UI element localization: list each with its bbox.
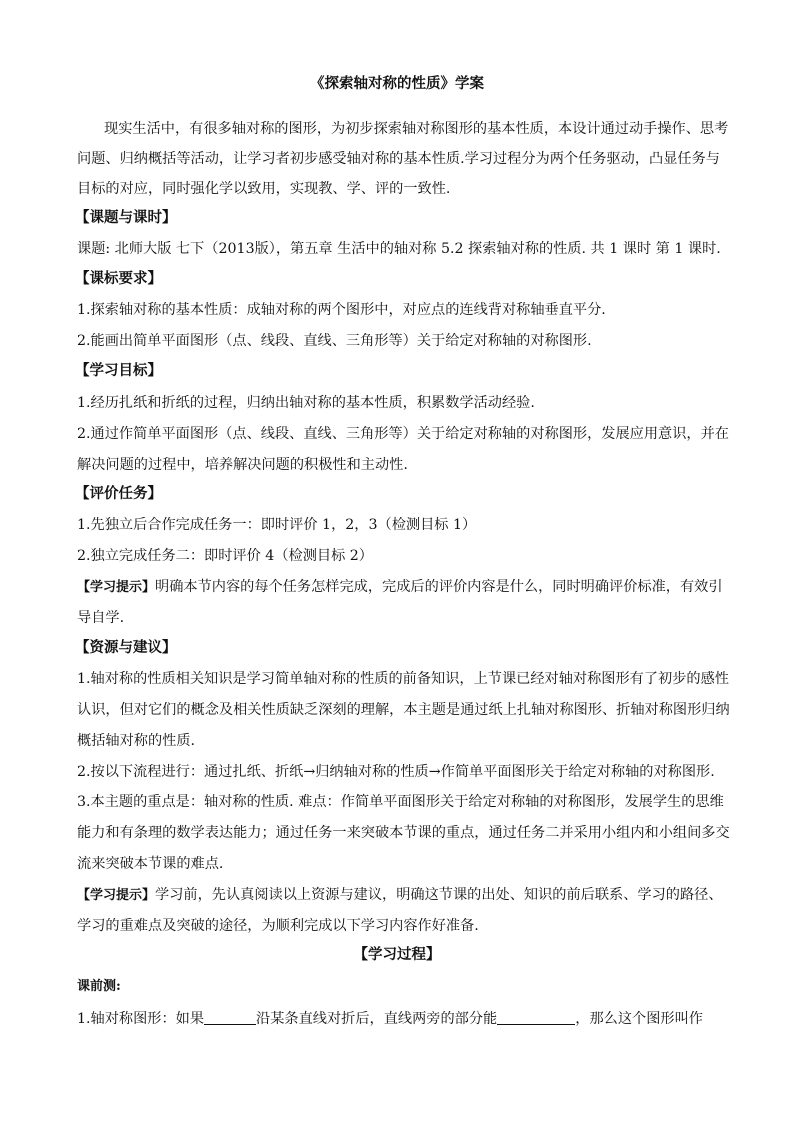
objectives-line-3: 解决问题的过程中，培养解决问题的积极性和主动性. <box>77 457 408 473</box>
resources-line-7: 流来突破本节课的难点. <box>77 856 224 872</box>
resources-line-6: 能力和有条理的数学表达能力；通过任务一来突破本节课的重点，通过任务二并采用小组内和小组间多交 <box>77 825 730 841</box>
objectives-line-2: 2.通过作简单平面图形（点、线段、直线、三角形等）关于给定对称轴的对称图形，发展应用意识，并在 <box>77 426 729 442</box>
learning-tip-label: 【学习提示】 <box>77 580 156 595</box>
question-1-part-1: 1.轴对称图形：如果 <box>77 1011 205 1027</box>
learning-tip-label: 【学习提示】 <box>77 888 156 903</box>
resources-tip-line-2: 学习的重难点及突破的途径，为顺利完成以下学习内容作好准备. <box>77 918 479 934</box>
standards-line-1: 1.探索轴对称的基本性质：成轴对称的两个图形中，对应点的连线背对称轴垂直平分. <box>77 302 606 318</box>
resources-line-2: 认识，但对它们的概念及相关性质缺乏深刻的理解，本主题是通过纸上扎轴对称图形、折轴对称图形归纳 <box>77 702 730 718</box>
assessment-tip-text: 明确本节内容的每个任务怎样完成，完成后的评价内容是什么，同时明确评价标准，有效引 <box>155 579 723 595</box>
standards-line-2: 2.能画出简单平面图形（点、线段、直线、三角形等）关于给定对称轴的对称图形. <box>77 333 592 349</box>
assessment-tip-line-1 <box>77 578 723 597</box>
answer-blank-1[interactable] <box>204 1010 256 1025</box>
resources-line-3: 概括轴对称的性质. <box>77 733 196 749</box>
section-heading-assessment: 【评价任务】 <box>75 485 162 502</box>
intro-line-2: 问题、归纳概括等活动，让学习者初步感受轴对称的基本性质.学习过程分为两个任务驱动，凸显任务与 <box>77 151 720 167</box>
pretest-label: 课前测: <box>77 979 121 994</box>
resources-line-5: 3.本主题的重点是：轴对称的性质. 难点：作简单平面图形关于给定对称轴的对称图形，发展学生的思维 <box>77 794 724 810</box>
assessment-line-1: 1.先独立后合作完成任务一：即时评价 1，2，3（检测目标 1） <box>77 517 477 533</box>
question-1 <box>77 1010 703 1028</box>
assessment-line-2: 2.独立完成任务二：即时评价 4（检测目标 2） <box>77 548 373 564</box>
resources-line-4: 2.按以下流程进行：通过扎纸、折纸→归纳轴对称的性质→作简单平面图形关于给定对称轴的对称图形. <box>77 764 715 780</box>
intro-line-3: 目标的对应，同时强化学以致用，实现教、学、评的一致性. <box>77 181 451 197</box>
assessment-tip-line-2: 导自学. <box>77 610 125 626</box>
section-heading-resources: 【资源与建议】 <box>75 639 177 656</box>
question-1-part-2: 沿某条直线对折后，直线两旁的部分能 <box>256 1011 498 1027</box>
resources-line-1: 1.轴对称的性质相关知识是学习简单轴对称的性质的前备知识，上节课已经对轴对称图形有了初步的感性 <box>77 671 729 687</box>
section-heading-topic: 【课题与课时】 <box>75 209 177 226</box>
resources-tip-text: 学习前，先认真阅读以上资源与建议，明确这节课的出处、知识的前后联系、学习的路径、 <box>155 887 723 903</box>
document-title: 《探索轴对称的性质》学案 <box>310 75 484 92</box>
resources-tip-line-1 <box>77 886 723 905</box>
answer-blank-2[interactable] <box>497 1010 575 1025</box>
section-heading-objectives: 【学习目标】 <box>75 362 162 379</box>
intro-line-1: 现实生活中，有很多轴对称的图形，为初步探索轴对称图形的基本性质，本设计通过动手操作、思考 <box>104 121 729 137</box>
objectives-line-1: 1.经历扎纸和折纸的过程，归纳出轴对称的基本性质，积累数学活动经验. <box>77 395 535 411</box>
topic-line: 课题: 北师大版 七下（2013版），第五章 生活中的轴对称 5.2 探索轴对称的性质. 共 1 课时 第 1 课时. <box>77 241 721 257</box>
section-heading-process: 【学习过程】 <box>353 946 441 963</box>
section-heading-standards: 【课标要求】 <box>75 270 162 287</box>
question-1-part-3: ，那么这个图形叫作 <box>575 1011 703 1027</box>
